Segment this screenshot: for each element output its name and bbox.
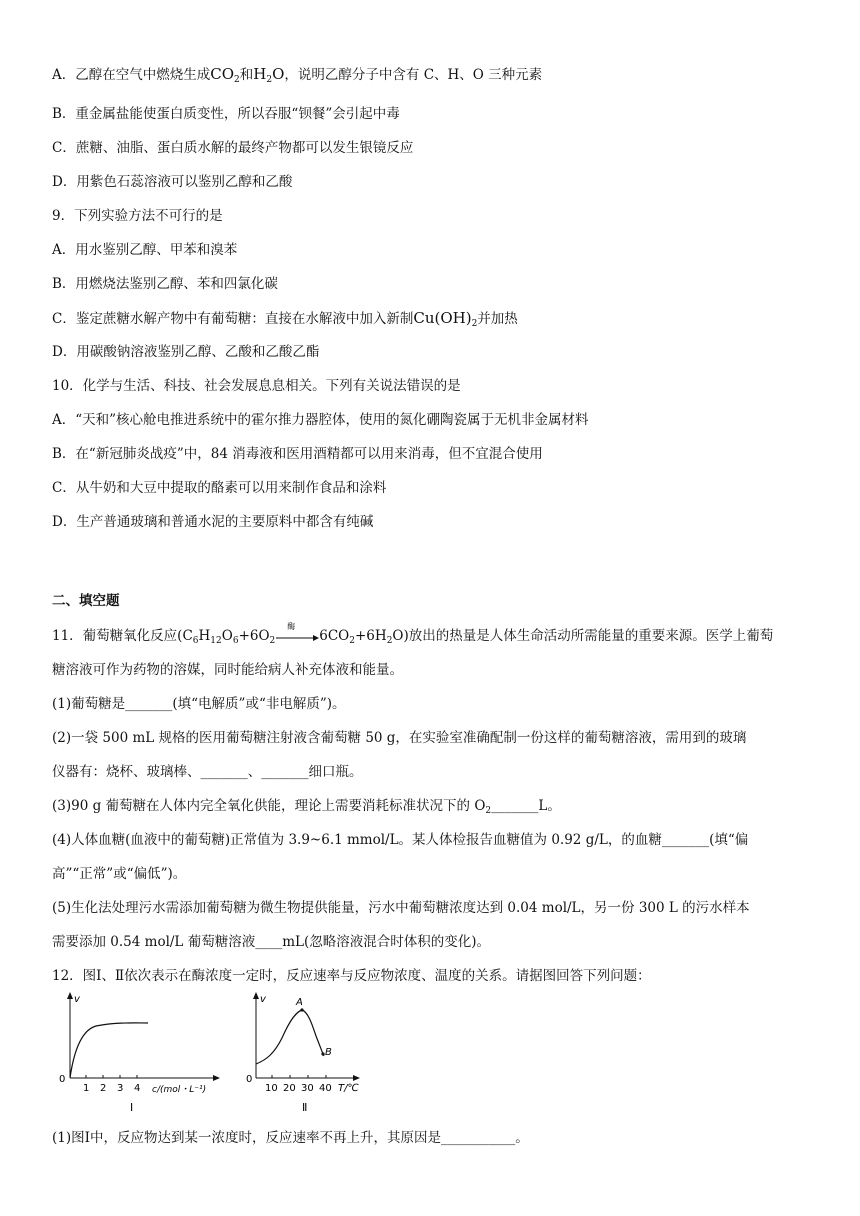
q11-part2-line2: 仪器有：烧杯、玻璃棒、_______、_______细口瓶。 xyxy=(52,764,363,780)
q9-stem: 9．下列实验方法不可行的是 xyxy=(52,208,223,224)
svg-text:0: 0 xyxy=(59,1074,66,1085)
figure-2-rate-vs-temperature xyxy=(244,990,374,1118)
enzyme-arrow-icon: 酶 xyxy=(275,630,319,644)
q9-option-b: B．用燃烧法鉴别乙醇、苯和四氯化碳 xyxy=(52,276,278,292)
q11-part3: (3)90 g 葡萄糖在人体内完全氧化供能，理论上需要消耗标准状况下的 $O_2\_\_\_\_\_\_\_L$。 xyxy=(52,798,561,816)
q10-option-a: A．“天和”核心舱电推进系统中的霍尔推力器腔体，使用的氮化硼陶瓷属于无机非金属材料 xyxy=(52,412,589,428)
svg-text:c/(mol・L⁻¹): c/(mol・L⁻¹) xyxy=(152,1085,207,1095)
section-title-fill-in: 二、填空题 xyxy=(52,593,120,609)
svg-text:Ⅱ: Ⅱ xyxy=(302,1101,308,1114)
svg-text:20: 20 xyxy=(283,1083,296,1094)
q11-part5-line2: 需要添加 0.54 mol/L 葡萄糖溶液____mL(忽略溶液混合时体积的变化)。 xyxy=(52,934,490,950)
svg-text:40: 40 xyxy=(319,1083,332,1094)
svg-text:30: 30 xyxy=(301,1083,314,1094)
svg-text:1: 1 xyxy=(83,1083,90,1094)
svg-text:10: 10 xyxy=(265,1083,278,1094)
svg-text:4: 4 xyxy=(134,1083,141,1094)
q11-stem: 11．葡萄糖氧化反应($C_6H_{12}O_6+6O_2$ 酶 $6CO_2+6H_2O$)放出的热量是人体生命活动所需能量的重要来源。医学上葡萄 xyxy=(52,621,774,646)
q9-option-c: C．鉴定蔗糖水解产物中有葡萄糖：直接在水解液中加入新制$Cu(OH)_2$并加热 xyxy=(52,309,518,329)
svg-text:Ⅰ: Ⅰ xyxy=(130,1101,134,1114)
svg-text:v: v xyxy=(74,994,80,1005)
q11-part2-line1: (2)一袋 500 mL 规格的医用葡萄糖注射液含葡萄糖 50 g，在实验室准确配制一份这样的葡萄糖溶液，需用到的玻璃 xyxy=(52,730,747,746)
q10-option-b: B．在“新冠肺炎战疫”中，84 消毒液和医用酒精都可以用来消毒，但不宜混合使用 xyxy=(52,446,543,462)
q10-stem: 10．化学与生活、科技、社会发展息息相关。下列有关说法错误的是 xyxy=(52,378,461,394)
svg-text:3: 3 xyxy=(117,1083,124,1094)
q11-part5-line1: (5)生化法处理污水需添加葡萄糖为微生物提供能量，污水中葡萄糖浓度达到 0.04 mol/L，另一份 300 L 的污水样本 xyxy=(52,900,750,916)
svg-text:A: A xyxy=(296,997,303,1008)
q11-stem-line2: 糖溶液可作为药物的溶媒，同时能给病人补充体液和能量。 xyxy=(52,662,403,678)
q12-stem: 12．图Ⅰ、Ⅱ依次表示在酶浓度一定时，反应速率与反应物浓度、温度的关系。请据图回答下列问题： xyxy=(52,968,651,984)
q11-part4-line2: 高”“正常”或“偏低”)。 xyxy=(52,866,187,882)
q10-option-d: D．生产普通玻璃和普通水泥的主要原料中都含有纯碱 xyxy=(52,514,374,530)
figure-1-rate-vs-concentration xyxy=(56,990,226,1118)
q9-option-d: D．用碳酸钠溶液鉴别乙醇、乙酸和乙酸乙酯 xyxy=(52,344,320,360)
q11-part4-line1: (4)人体血糖(血液中的葡萄糖)正常值为 3.9~6.1 mmol/L。某人体检报告血糖值为 0.92 g/L，的血糖_______(填“偏 xyxy=(52,832,749,848)
q9-option-a: A．用水鉴别乙醇、甲苯和溴苯 xyxy=(52,242,238,258)
svg-text:0: 0 xyxy=(246,1074,253,1085)
svg-text:B: B xyxy=(325,1047,332,1058)
svg-text:v: v xyxy=(260,994,266,1005)
svg-text:T/℃: T/℃ xyxy=(338,1083,359,1094)
q12-part1: (1)图Ⅰ中，反应物达到某一浓度时，反应速率不再上升，其原因是___________。 xyxy=(52,1130,529,1146)
svg-text:2: 2 xyxy=(100,1083,107,1094)
q8-option-a: A．乙醇在空气中燃烧生成$CO_2$和$H_2O$，说明乙醇分子中含有 C、H、O 三种元素 xyxy=(52,65,543,85)
q8-option-b: B．重金属盐能使蛋白质变性，所以吞服“钡餐”会引起中毒 xyxy=(52,106,400,122)
q10-option-c: C．从牛奶和大豆中提取的酪素可以用来制作食品和涂料 xyxy=(52,480,387,496)
q8-option-c: C．蔗糖、油脂、蛋白质水解的最终产物都可以发生银镜反应 xyxy=(52,140,414,156)
q8-option-d: D．用紫色石蕊溶液可以鉴别乙醇和乙酸 xyxy=(52,174,293,190)
q11-part1: (1)葡萄糖是_______(填“电解质”或“非电解质”)。 xyxy=(52,696,346,712)
